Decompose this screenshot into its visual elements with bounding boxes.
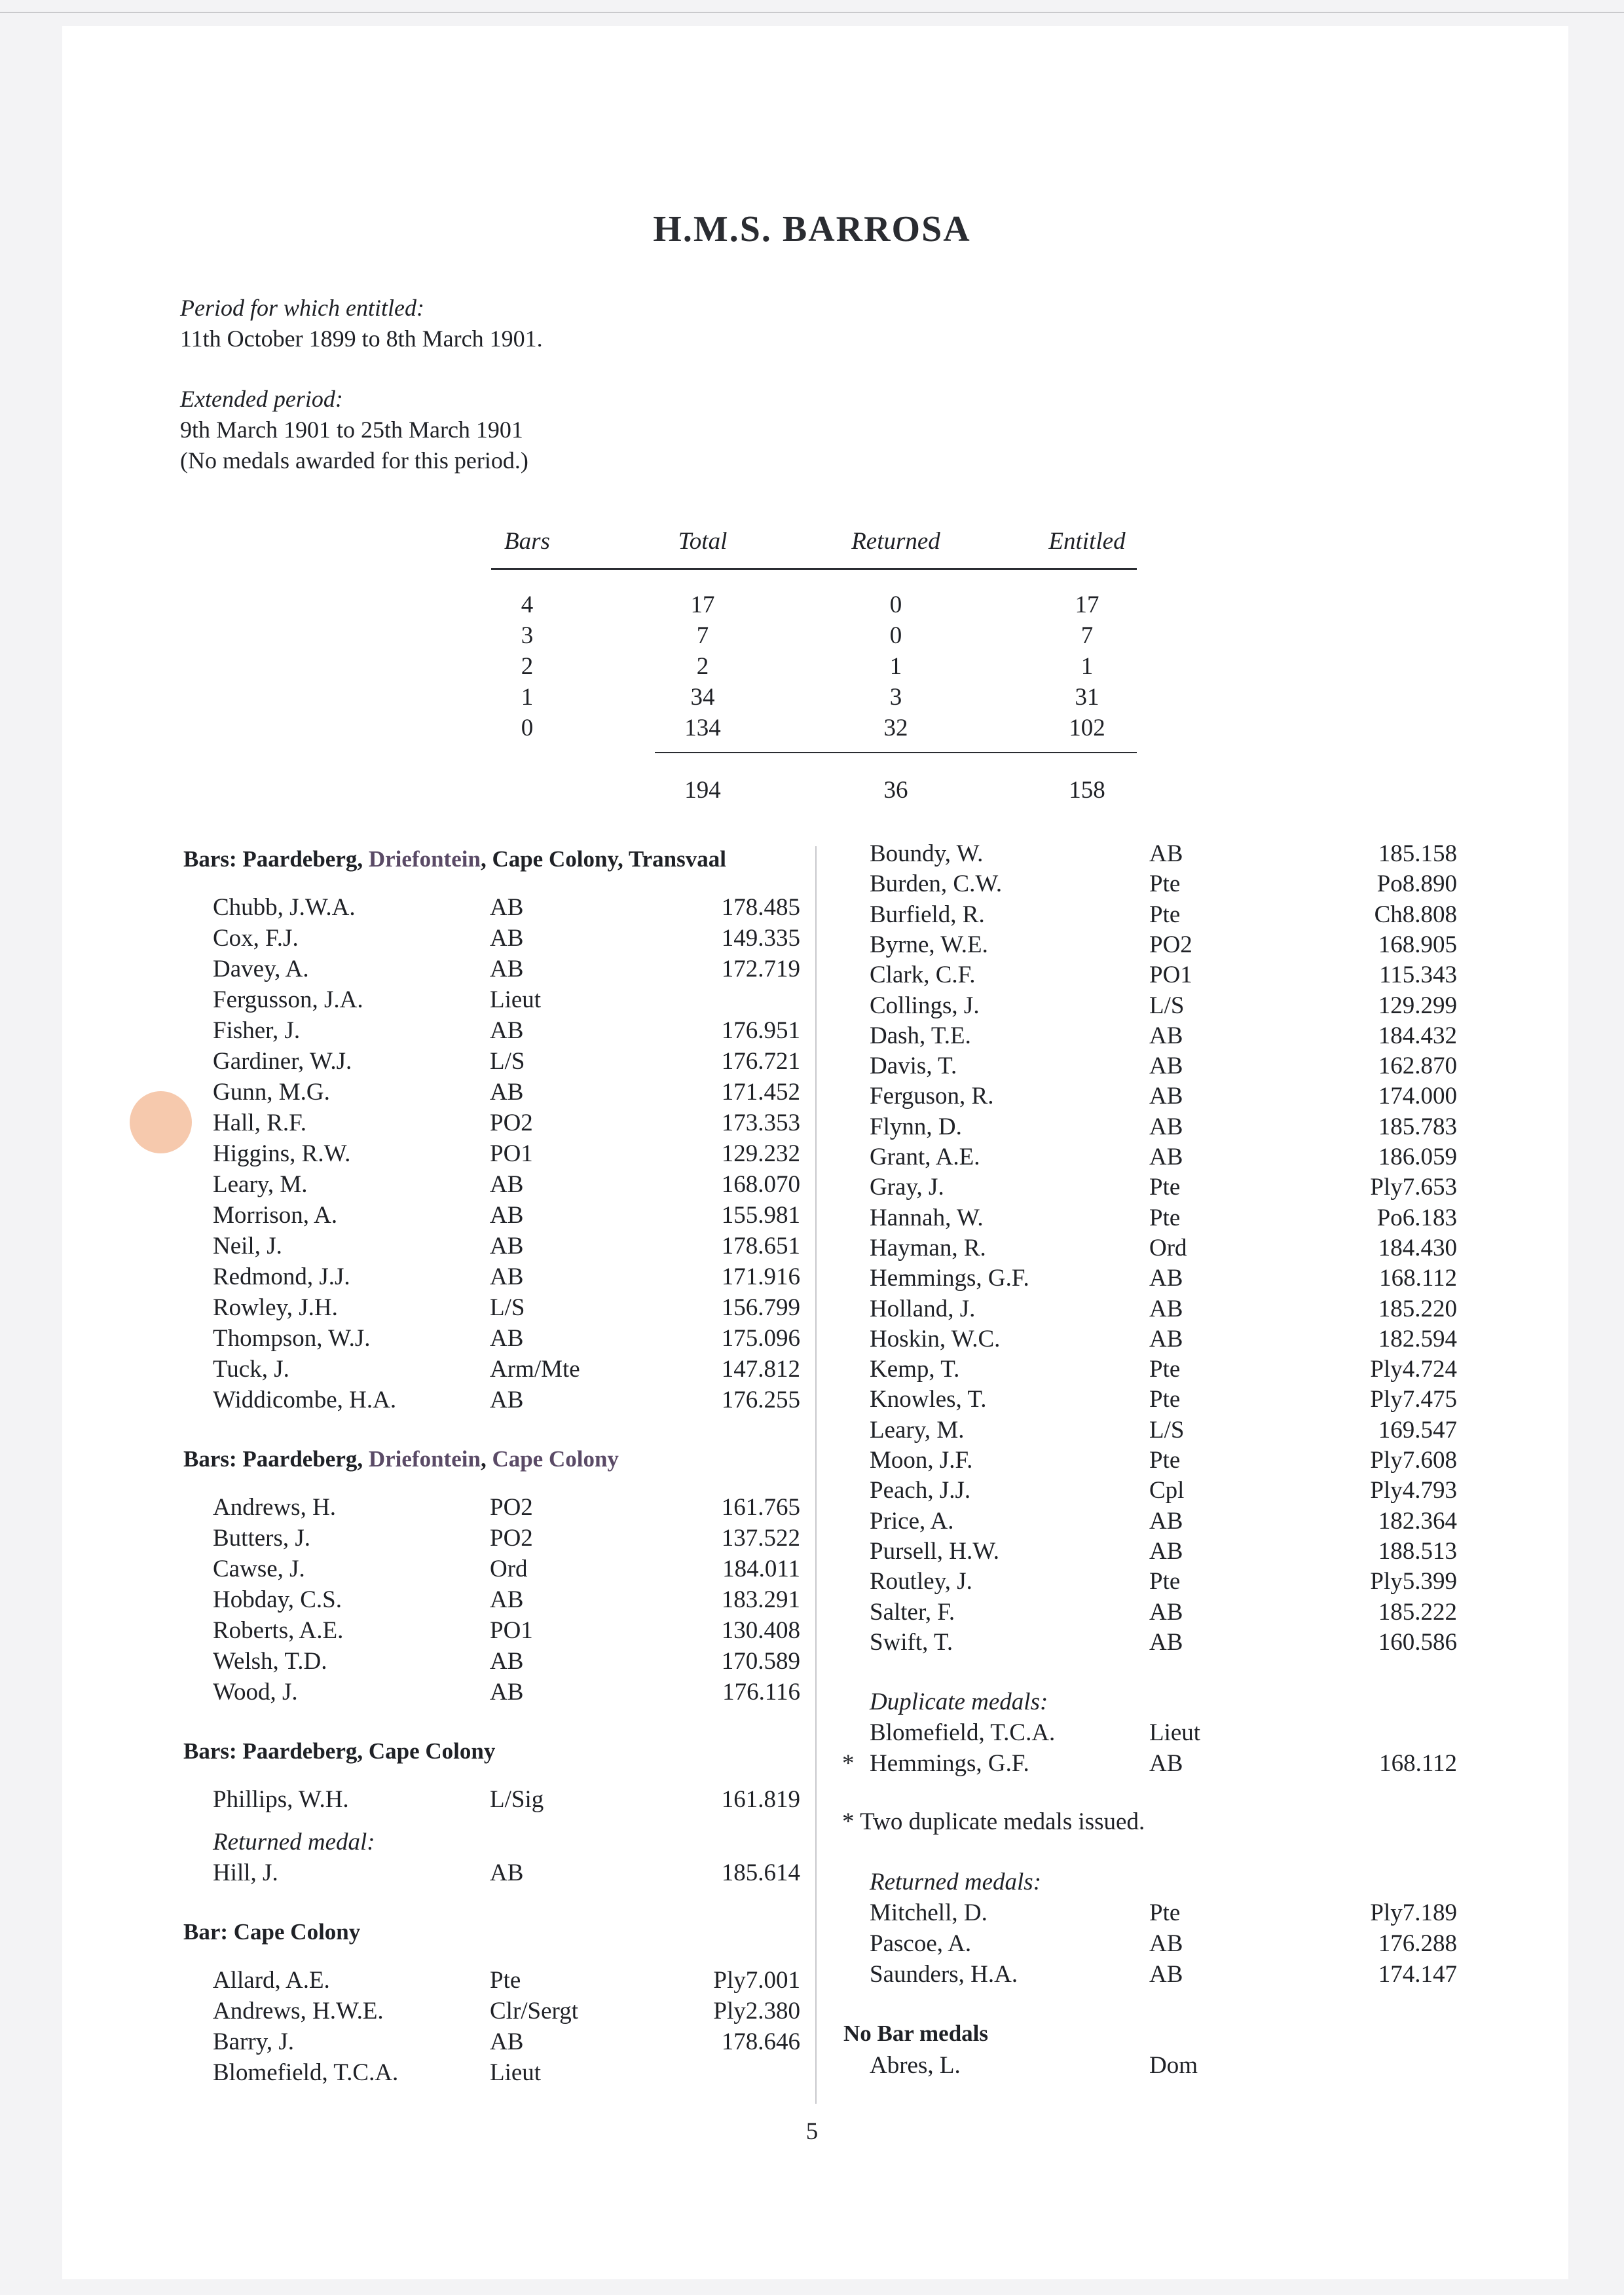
medal-number: 149.335 — [721, 925, 800, 952]
person-rank: Pte — [1149, 1447, 1181, 1474]
medal-number: 176.721 — [721, 1048, 800, 1075]
person-rank: AB — [490, 1387, 524, 1413]
person-name: Flynn, D. — [870, 1113, 962, 1140]
medal-number: 173.353 — [721, 1110, 800, 1136]
person-rank: AB — [490, 1079, 524, 1106]
person-rank: AB — [1149, 1022, 1183, 1049]
section-heading-part: Bars: Paardeberg, — [183, 846, 369, 872]
person-name: Andrews, H.W.E. — [213, 1998, 384, 2024]
medal-number: 129.299 — [1378, 992, 1457, 1019]
person-name: Barry, J. — [213, 2028, 294, 2055]
person-name: Clark, C.F. — [870, 961, 976, 989]
person-rank: AB — [1149, 1750, 1183, 1778]
person-rank: AB — [1149, 840, 1183, 867]
person-rank: AB — [490, 1859, 524, 1886]
person-name: Boundy, W. — [870, 840, 984, 867]
person-rank: AB — [490, 1233, 524, 1259]
medal-number: 176.951 — [721, 1017, 800, 1044]
person-name: Hannah, W. — [870, 1204, 984, 1231]
summary-header-1: Total — [678, 528, 728, 555]
person-rank: PO1 — [490, 1617, 533, 1644]
person-name: Kemp, T. — [870, 1356, 960, 1383]
section-heading — [183, 846, 726, 872]
summary-cell: 32 — [883, 715, 908, 741]
summary-cell: 134 — [684, 715, 721, 741]
person-rank: Ord — [1149, 1234, 1187, 1261]
extended-period — [180, 384, 528, 476]
medal-number: 171.452 — [721, 1079, 800, 1106]
summary-total-cell: 194 — [684, 777, 721, 804]
person-rank: L/S — [490, 1048, 525, 1075]
person-rank: PO1 — [1149, 961, 1192, 989]
person-rank: AB — [1149, 1507, 1183, 1535]
person-rank: AB — [490, 1202, 524, 1229]
person-name: Ferguson, R. — [870, 1083, 994, 1110]
summary-total-cell: 36 — [883, 777, 908, 804]
summary-cell: 0 — [521, 715, 534, 741]
person-rank: AB — [490, 1171, 524, 1198]
person-name: Davis, T. — [870, 1053, 957, 1080]
person-rank: Pte — [1149, 870, 1181, 898]
person-rank: Pte — [1149, 1174, 1181, 1201]
page-title: H.M.S. BARROSA — [653, 209, 971, 250]
section-heading — [183, 1919, 360, 1945]
section-heading-part: Driefontein — [368, 846, 481, 872]
medal-number: 178.485 — [721, 894, 800, 921]
medal-number: 137.522 — [721, 1525, 800, 1552]
person-name: Morrison, A. — [213, 1202, 338, 1229]
person-rank: L/S — [490, 1294, 525, 1321]
person-name: Redmond, J.J. — [213, 1263, 350, 1290]
person-rank: AB — [1149, 1083, 1183, 1110]
person-name: Collings, J. — [870, 992, 980, 1019]
medal-number: Po8.890 — [1376, 870, 1457, 898]
person-rank: AB — [490, 925, 524, 952]
person-name: Byrne, W.E. — [870, 931, 988, 958]
person-name: Gardiner, W.J. — [213, 1048, 352, 1075]
section-heading-part: , — [480, 1446, 492, 1472]
medal-number: 185.614 — [721, 1859, 800, 1886]
person-name: Fisher, J. — [213, 1017, 301, 1044]
medal-number: 186.059 — [1378, 1144, 1457, 1170]
person-rank: AB — [1149, 1930, 1183, 1958]
section-heading-part: Bars: Paardeberg, Cape Colony — [183, 1738, 496, 1764]
summary-cell: 1 — [521, 684, 534, 711]
medal-number: 184.011 — [722, 1556, 800, 1582]
summary-cell: 4 — [521, 591, 534, 618]
person-name: Blomefield, T.C.A. — [213, 2059, 399, 2086]
person-rank: PO1 — [490, 1140, 533, 1167]
summary-cell: 7 — [696, 622, 709, 649]
summary-cell: 2 — [521, 653, 534, 680]
summary-cell: 0 — [889, 622, 902, 649]
person-rank: AB — [1149, 1265, 1183, 1292]
medal-number: 168.905 — [1378, 931, 1457, 958]
entitlement-period — [180, 293, 543, 354]
person-rank: L/S — [1149, 1416, 1185, 1444]
entitlement-period-value: 11th October 1899 to 8th March 1901. — [180, 326, 543, 352]
person-rank: AB — [1149, 1144, 1183, 1170]
summary-header-0: Bars — [504, 528, 550, 555]
person-rank: PO2 — [490, 1494, 533, 1521]
duplicate-footnote: * Two duplicate medals issued. — [842, 1808, 1145, 1836]
person-name: Hoskin, W.C. — [870, 1325, 1001, 1353]
person-name: Hobday, C.S. — [213, 1586, 342, 1613]
returned-medal-label: Returned medal: — [213, 1829, 375, 1856]
person-rank: PO2 — [1149, 931, 1192, 958]
section-heading — [183, 1446, 619, 1472]
person-name: Cox, F.J. — [213, 925, 299, 952]
medal-number: Ch8.808 — [1374, 901, 1457, 928]
person-name: Moon, J.F. — [870, 1447, 973, 1474]
medal-number: 188.513 — [1378, 1537, 1457, 1565]
summary-cell: 102 — [1069, 715, 1105, 741]
medal-number: 168.112 — [1379, 1265, 1457, 1292]
person-name: Burfield, R. — [870, 901, 985, 928]
person-name: Chubb, J.W.A. — [213, 894, 356, 921]
medal-number: 147.812 — [721, 1356, 800, 1383]
column-divider — [815, 846, 817, 2104]
person-name: Leary, M. — [213, 1171, 308, 1198]
person-rank: Pte — [1149, 901, 1181, 928]
summary-header-3: Entitled — [1048, 528, 1126, 555]
medal-number: 176.288 — [1378, 1930, 1457, 1958]
medal-number: 171.916 — [721, 1263, 800, 1290]
extended-period-value: 9th March 1901 to 25th March 1901 — [180, 417, 523, 443]
person-name: Davey, A. — [213, 956, 309, 982]
no-bar-heading: No Bar medals — [843, 2021, 989, 2047]
person-name: Pursell, H.W. — [870, 1537, 1000, 1565]
person-rank: AB — [1149, 1295, 1183, 1322]
medal-number: 115.343 — [1379, 961, 1457, 989]
medal-number: 161.819 — [721, 1786, 800, 1813]
person-name: Blomefield, T.C.A. — [870, 1719, 1056, 1747]
person-name: Hemmings, G.F. — [870, 1265, 1029, 1292]
person-rank: AB — [490, 956, 524, 982]
person-rank: Arm/Mte — [490, 1356, 580, 1383]
medal-number: 129.232 — [721, 1140, 800, 1167]
person-name: Routley, J. — [870, 1568, 972, 1595]
medal-number: Ply2.380 — [713, 1998, 800, 2024]
summary-cell: 34 — [690, 684, 715, 711]
medal-number: 175.096 — [721, 1325, 800, 1352]
medal-number: 184.430 — [1378, 1234, 1457, 1261]
person-name: Rowley, J.H. — [213, 1294, 338, 1321]
person-name: Gray, J. — [870, 1174, 944, 1201]
person-name: Leary, M. — [870, 1416, 965, 1444]
medal-number: 174.147 — [1378, 1961, 1457, 1988]
medal-number: Ply7.189 — [1370, 1899, 1457, 1927]
medal-number: 130.408 — [721, 1617, 800, 1644]
medal-number: 185.783 — [1378, 1113, 1457, 1140]
summary-cell: 31 — [1075, 684, 1099, 711]
summary-cell: 3 — [521, 622, 534, 649]
page-number: 5 — [805, 2118, 819, 2145]
person-name: Butters, J. — [213, 1525, 311, 1552]
person-rank: AB — [490, 1679, 524, 1706]
person-name: Holland, J. — [870, 1295, 976, 1322]
medal-number: 176.255 — [721, 1387, 800, 1413]
medal-number: 185.220 — [1378, 1295, 1457, 1322]
medal-number: 156.799 — [721, 1294, 800, 1321]
person-name: Abres, L. — [870, 2052, 961, 2080]
section-heading-part: Driefontein — [368, 1446, 481, 1472]
person-name: Salter, F. — [870, 1598, 955, 1626]
summary-cell: 0 — [889, 591, 902, 618]
section-heading-part: Bars: Paardeberg, — [183, 1446, 369, 1472]
medal-number: 155.981 — [721, 1202, 800, 1229]
medal-number: 176.116 — [722, 1679, 800, 1706]
summary-cell: 2 — [696, 653, 709, 680]
medal-number: 168.070 — [721, 1171, 800, 1198]
person-name: Gunn, M.G. — [213, 1079, 330, 1106]
medal-number: 162.870 — [1378, 1053, 1457, 1080]
medal-number: 182.594 — [1378, 1325, 1457, 1353]
summary-total-cell: 158 — [1069, 777, 1105, 804]
person-name: Burden, C.W. — [870, 870, 1003, 898]
medal-number: 169.547 — [1378, 1416, 1457, 1444]
person-rank: AB — [1149, 1053, 1183, 1080]
section-heading-part: Bar: Cape Colony — [183, 1919, 361, 1945]
person-rank: Dom — [1149, 2052, 1198, 2080]
person-name: Cawse, J. — [213, 1556, 305, 1582]
person-rank: AB — [490, 1263, 524, 1290]
person-rank: Lieut — [490, 2059, 542, 2086]
person-rank: Pte — [1149, 1356, 1181, 1383]
person-rank: AB — [1149, 1961, 1183, 1988]
entitlement-period-label: Period for which entitled: — [180, 295, 424, 321]
person-rank: AB — [1149, 1598, 1183, 1626]
person-name: Thompson, W.J. — [213, 1325, 371, 1352]
person-name: Pascoe, A. — [870, 1930, 972, 1958]
section-heading-part: , Cape Colony, Transvaal — [480, 846, 726, 872]
medal-number: 185.158 — [1378, 840, 1457, 867]
person-rank: L/Sig — [490, 1786, 544, 1813]
medal-number: Ply7.653 — [1370, 1174, 1457, 1201]
person-rank: AB — [490, 1648, 524, 1675]
summary-cell: 7 — [1080, 622, 1094, 649]
person-rank: AB — [490, 894, 524, 921]
person-name: Hall, R.F. — [213, 1110, 306, 1136]
person-rank: PO2 — [490, 1110, 533, 1136]
returned-medals-label: Returned medals: — [870, 1869, 1042, 1896]
person-name: Phillips, W.H. — [213, 1786, 349, 1813]
person-rank: Ord — [490, 1556, 528, 1582]
person-name: Neil, J. — [213, 1233, 282, 1259]
medal-number: Ply4.724 — [1370, 1356, 1457, 1383]
summary-cell: 17 — [1075, 591, 1099, 618]
medal-number: Ply5.399 — [1370, 1568, 1457, 1595]
person-rank: AB — [490, 2028, 524, 2055]
medal-number: 185.222 — [1378, 1598, 1457, 1626]
person-rank: AB — [490, 1586, 524, 1613]
person-name: Peach, J.J. — [870, 1477, 971, 1504]
person-name: Dash, T.E. — [870, 1022, 971, 1049]
person-name: Mitchell, D. — [870, 1899, 987, 1927]
person-rank: Pte — [1149, 1204, 1181, 1231]
medal-number: 161.765 — [721, 1494, 800, 1521]
medal-number: Po6.183 — [1376, 1204, 1457, 1231]
person-rank: AB — [1149, 1628, 1183, 1656]
person-rank: L/S — [1149, 992, 1185, 1019]
duplicate-medals-label: Duplicate medals: — [870, 1689, 1048, 1716]
person-name: Knowles, T. — [870, 1386, 987, 1413]
person-name: Swift, T. — [870, 1628, 953, 1656]
person-name: Higgins, R.W. — [213, 1140, 351, 1167]
person-name: Welsh, T.D. — [213, 1648, 327, 1675]
person-rank: Pte — [490, 1967, 521, 1994]
summary-cell: 3 — [889, 684, 902, 711]
person-rank: AB — [1149, 1325, 1183, 1353]
medal-number: 178.646 — [721, 2028, 800, 2055]
medal-number: Ply4.793 — [1370, 1477, 1457, 1504]
person-name: Andrews, H. — [213, 1494, 337, 1521]
person-name: Widdicombe, H.A. — [213, 1387, 397, 1413]
summary-cell: 17 — [690, 591, 715, 618]
person-rank: AB — [490, 1325, 524, 1352]
medal-number: 174.000 — [1378, 1083, 1457, 1110]
medal-number: 172.719 — [721, 956, 800, 982]
person-rank: AB — [1149, 1113, 1183, 1140]
medal-number: 183.291 — [721, 1586, 800, 1613]
person-rank: AB — [1149, 1537, 1183, 1565]
person-rank: Lieut — [1149, 1719, 1201, 1747]
medal-number: 168.112 — [1379, 1750, 1457, 1778]
medal-number: 160.586 — [1378, 1628, 1457, 1656]
person-name: Wood, J. — [213, 1679, 298, 1706]
person-name: Hemmings, G.F. — [870, 1750, 1029, 1778]
person-rank: Pte — [1149, 1386, 1181, 1413]
medal-number: 178.651 — [721, 1233, 800, 1259]
person-rank: AB — [490, 1017, 524, 1044]
summary-header-2: Returned — [851, 528, 940, 555]
person-rank: Clr/Sergt — [490, 1998, 578, 2024]
person-rank: Lieut — [490, 986, 542, 1013]
section-heading — [183, 1738, 495, 1764]
stain-mark — [130, 1091, 192, 1153]
person-name: Allard, A.E. — [213, 1967, 330, 1994]
person-rank: Pte — [1149, 1899, 1181, 1927]
medal-number: 184.432 — [1378, 1022, 1457, 1049]
section-heading-part: Cape Colony — [492, 1446, 619, 1472]
person-name: Price, A. — [870, 1507, 954, 1535]
person-name: Hill, J. — [213, 1859, 278, 1886]
person-name: Roberts, A.E. — [213, 1617, 344, 1644]
person-name: Tuck, J. — [213, 1356, 289, 1383]
medal-number: Ply7.475 — [1370, 1386, 1457, 1413]
person-rank: Pte — [1149, 1568, 1181, 1595]
person-name: Hayman, R. — [870, 1234, 986, 1261]
scan-edge-line — [0, 12, 1624, 13]
person-rank: Cpl — [1149, 1477, 1185, 1504]
extended-period-note: (No medals awarded for this period.) — [180, 447, 528, 474]
summary-cell: 1 — [1080, 653, 1094, 680]
person-name: Fergusson, J.A. — [213, 986, 363, 1013]
extended-period-label: Extended period: — [180, 386, 343, 412]
footnote-marker: * — [842, 1750, 855, 1778]
medal-number: Ply7.608 — [1370, 1447, 1457, 1474]
person-name: Saunders, H.A. — [870, 1961, 1018, 1988]
person-rank: PO2 — [490, 1525, 533, 1552]
person-name: Grant, A.E. — [870, 1144, 980, 1170]
medal-number: Ply7.001 — [713, 1967, 800, 1994]
medal-number: 170.589 — [721, 1648, 800, 1675]
medal-number: 182.364 — [1378, 1507, 1457, 1535]
summary-cell: 1 — [889, 653, 902, 680]
